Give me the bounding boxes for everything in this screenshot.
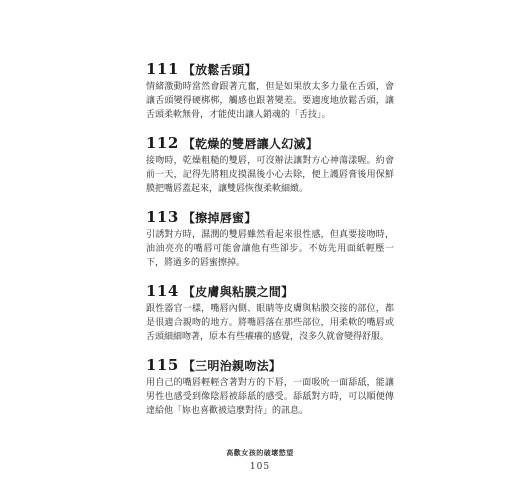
section-heading bbox=[146, 356, 394, 372]
section-title: 【放鬆舌頭】 bbox=[182, 63, 257, 77]
page-number: 105 bbox=[249, 462, 271, 472]
section-number: 114 bbox=[146, 282, 179, 300]
section-heading bbox=[146, 282, 394, 298]
section-113 bbox=[146, 208, 394, 270]
section-heading bbox=[146, 60, 394, 76]
section-115 bbox=[146, 356, 394, 418]
section-title: 【擦掉唇蜜】 bbox=[182, 211, 257, 225]
running-footer-title: 高歡女孩的破壞慾望 bbox=[226, 448, 294, 457]
section-body: 接吻時，乾燥粗糙的雙唇，可沒辦法讓對方心神蕩漾喔。約會前一天，記得先將粗皮摸濕後小心去除，便上護唇膏後用保鮮膜把嘴唇蓋起來，讓雙唇恢復柔軟細緻。 bbox=[146, 156, 394, 194]
section-heading bbox=[146, 134, 394, 150]
section-number: 115 bbox=[146, 356, 179, 374]
section-number: 111 bbox=[146, 60, 179, 78]
section-body: 跟性器官一樣，嘴唇內側、眼睛等皮膚與粘膜交接的部位，都是很適合親吻的地方。將嘴唇落在那些部位，用柔軟的嘴唇或舌頭細細吻著，原本有些癢癢的感覺，沒多久就會變得舒服。 bbox=[146, 304, 394, 342]
section-body: 用自己的嘴唇輕輕含著對方的下唇，一面吸吮一面舔舐，能讓男性也感受到像陰唇被舔舐的感受。舔舐對方時，可以順便傳達給他「妳也喜歡被這麼對待」的訊息。 bbox=[146, 378, 394, 416]
section-heading bbox=[146, 208, 394, 224]
section-number: 113 bbox=[146, 208, 179, 226]
section-number: 112 bbox=[146, 134, 179, 152]
section-111 bbox=[146, 60, 394, 122]
page-content bbox=[146, 60, 394, 430]
section-title: 【三明治親吻法】 bbox=[182, 359, 282, 373]
section-body: 引誘對方時，濕潤的雙唇雖然看起來很性感，但真要接吻時，油油亮亮的嘴唇可能會讓他有些卻步。不妨先用面紙輕壓一下，將過多的唇蜜擦掉。 bbox=[146, 230, 394, 268]
section-112 bbox=[146, 134, 394, 196]
section-title: 【皮膚與粘膜之間】 bbox=[182, 285, 294, 299]
section-title: 【乾燥的雙唇讓人幻滅】 bbox=[182, 137, 319, 151]
section-body: 情緒激動時當然會跟著亢奮，但是如果放太多力量在舌頭，會讓舌頭變得硬梆梆，觸感也跟著變差。要適度地放鬆舌頭，讓舌頭柔軟無骨，才能使出讓人銷魂的「舌技」。 bbox=[146, 82, 394, 120]
section-114 bbox=[146, 282, 394, 344]
